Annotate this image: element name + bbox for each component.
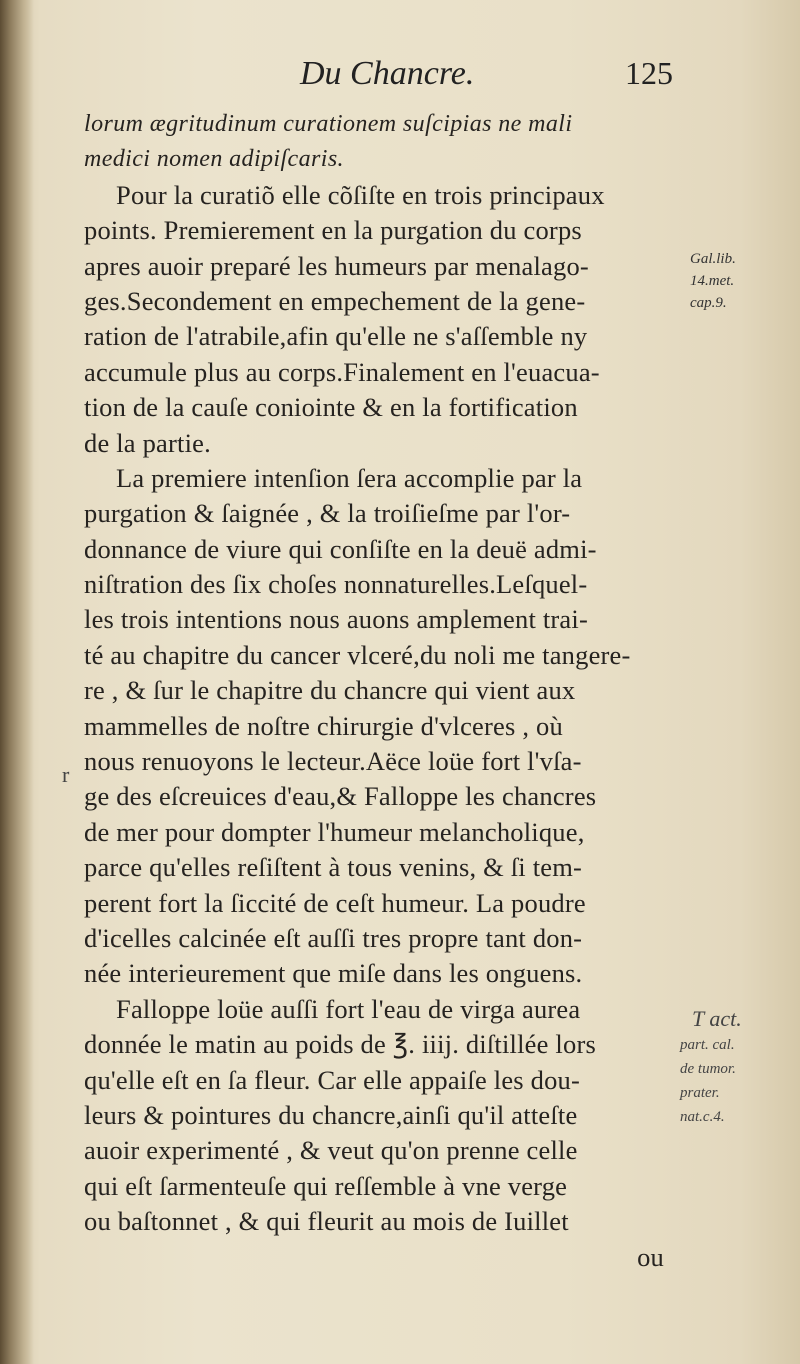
text-line: de mer pour dompter l'humeur melancholique, [84,816,585,847]
text-line: les trois intentions nous auons amplement trai- [84,604,588,635]
text-line: qu'elle eſt en ſa fleur. Car elle appaiſe les dou- [84,1064,580,1095]
book-spine-shadow [0,0,34,1364]
text-line: ge des eſcreuices d'eau,& Falloppe les chancres [84,781,597,812]
text-line: ou baſtonnet , & qui fleurit au mois de Iuillet [84,1206,569,1237]
margin-note-line: cap.9. [690,295,727,311]
text-line: té au chapitre du cancer vlceré,du noli me tangere- [84,639,631,670]
text-line: apres auoir preparé les humeurs par menalago- [84,250,589,281]
text-line: qui eſt ſarmenteuſe qui reſſemble à vne verge [84,1170,568,1201]
margin-note-line: T act. [692,1006,742,1031]
margin-mark: r [62,762,70,787]
body-text [84,107,724,1275]
catchword: ou [637,1241,664,1272]
text-line: perent fort la ſiccité de ceſt humeur. La poudre [84,887,586,918]
text-line: points. Premierement en la purgation du corps [84,215,582,246]
text-line: Falloppe loüe auſſi fort l'eau de virga aurea [116,993,581,1024]
text-line: re , & ſur le chapitre du chancre qui vient aux [84,675,576,706]
text-line: La premiere intenſion ſera accomplie par la [116,462,583,493]
text-line: niſtration des ſix choſes nonnaturelles.Leſquel- [84,569,588,600]
text-line: nous renuoyons le lecteur.Aëce loüe fort l'vſa- [84,746,582,777]
text-line: lorum ægritudinum curationem suſcipias ne mali [84,111,573,137]
text-line: leurs & pointures du chancre,ainſi qu'il atteſte [84,1099,578,1130]
text-line: accumule plus au corps.Finalement en l'euacua- [84,356,600,387]
text-line: parce qu'elles reſiſtent à tous venins, & ſi tem- [84,852,583,883]
margin-note-line: prater. [680,1085,720,1101]
text-line: ration de l'atrabile,afin qu'elle ne s'aſſemble ny [84,321,588,352]
text-line: d'icelles calcinée eſt auſſi tres propre tant don- [84,922,583,953]
text-line: auoir experimenté , & veut qu'on prenne celle [84,1135,578,1166]
text-line: donnance de viure qui conſiſte en la deuë admi- [84,533,597,564]
text-line: née interieurement que miſe dans les onguens. [84,958,583,989]
page-header [300,55,700,99]
margin-note-line: part. cal. [680,1037,735,1053]
margin-note-line: nat.c.4. [680,1109,725,1125]
text-line: mammelles de noſtre chirurgie d'vlceres , où [84,710,563,741]
margin-note-line: 14.met. [690,273,735,289]
running-title: Du Chancre. [300,55,475,92]
text-line: de la partie. [84,427,211,458]
margin-note-galen [690,248,790,314]
page-number: 125 [625,55,673,91]
text-line: tion de la cauſe coniointe & en la fortification [84,392,578,423]
text-line: donnée le matin au poids de ℥. iiij. diſtillée lors [84,1029,596,1060]
text-line: ges.Secondement en empechement de la gene- [84,285,586,316]
text-line: purgation & ſaignée , & la troiſieſme par l'or- [84,498,571,529]
text-line: Pour la curatiõ elle cõſiſte en trois principaux [116,179,605,210]
margin-note-fallope [680,1005,790,1129]
margin-note-line: Gal.lib. [690,251,736,267]
margin-note-line: de tumor. [680,1061,736,1077]
text-line: medici nomen adipiſcaris. [84,146,344,173]
